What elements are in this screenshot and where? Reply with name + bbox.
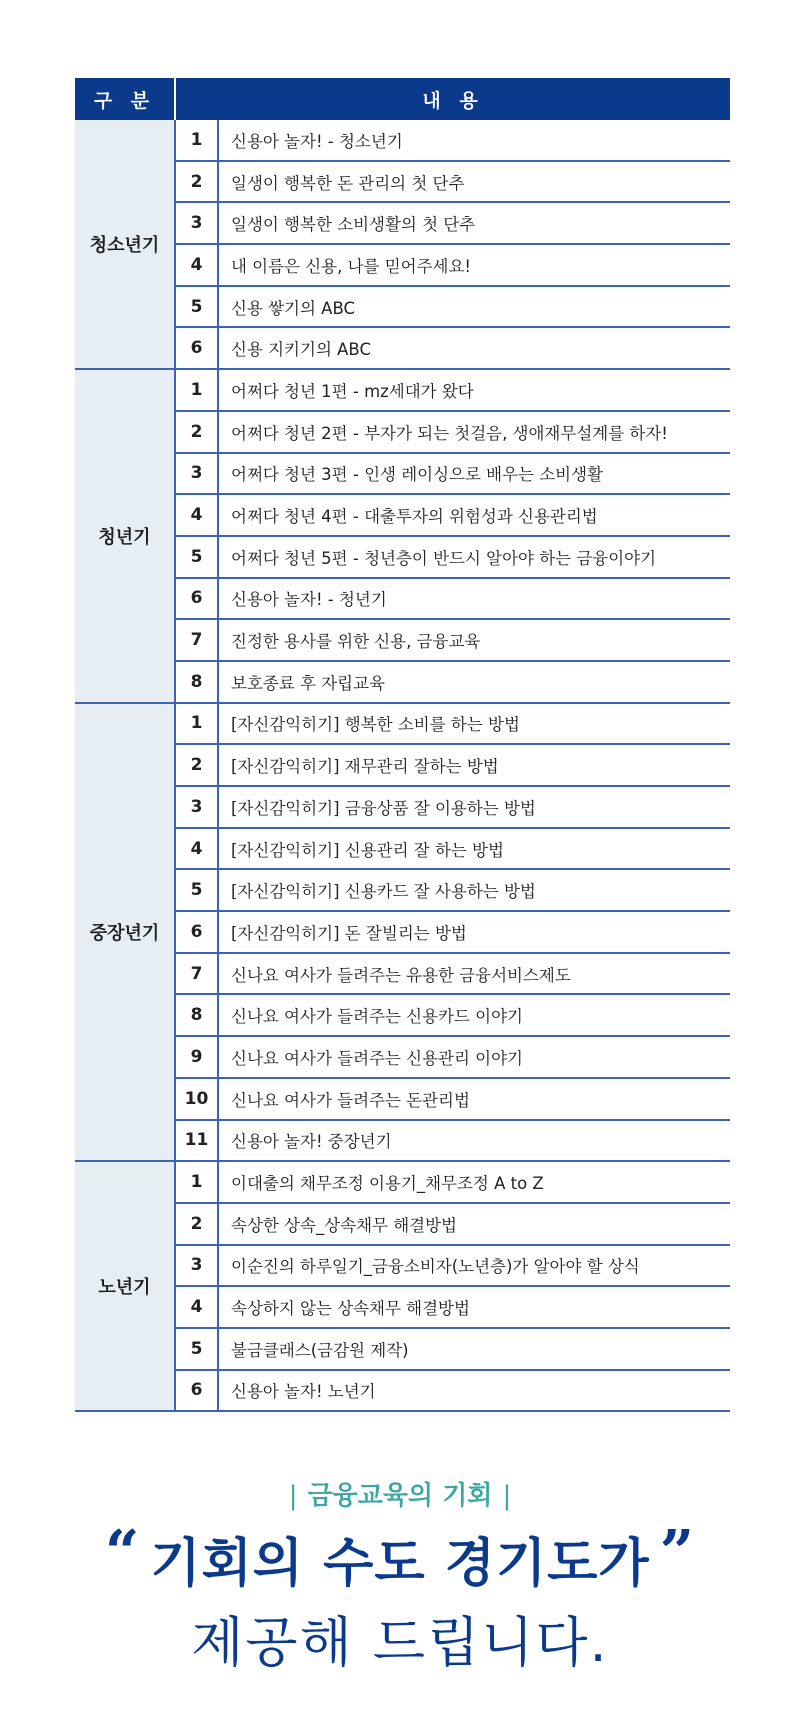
item-number: 3 xyxy=(175,202,218,244)
table-header-row xyxy=(75,78,730,120)
item-title: 신나요 여사가 들려주는 신용관리 이야기 xyxy=(218,1036,730,1078)
item-number: 2 xyxy=(175,161,218,203)
item-title: 속상하지 않는 상속채무 해결방법 xyxy=(218,1286,730,1328)
open-quote: “ xyxy=(104,1518,141,1588)
item-number: 1 xyxy=(175,703,218,745)
footer-subtitle xyxy=(0,1475,800,1512)
item-title: 속상한 상속_상속채무 해결방법 xyxy=(218,1203,730,1245)
education-table xyxy=(75,78,730,1412)
item-number: 9 xyxy=(175,1036,218,1078)
item-title: 어쩌다 청년 2편 - 부자가 되는 첫걸음, 생애재무설계를 하자! xyxy=(218,411,730,453)
item-title: 신용아 놀자! 중장년기 xyxy=(218,1120,730,1162)
item-number: 5 xyxy=(175,536,218,578)
headline-line-1 xyxy=(0,1518,800,1596)
item-title: 보호종료 후 자립교육 xyxy=(218,661,730,703)
item-title: 신용아 놀자! 노년기 xyxy=(218,1370,730,1412)
item-title: 불금클래스(금감원 제작) xyxy=(218,1328,730,1370)
item-number: 7 xyxy=(175,619,218,661)
item-title: 신용 쌓기의 ABC xyxy=(218,286,730,328)
close-quote: ” xyxy=(659,1518,696,1588)
item-number: 4 xyxy=(175,494,218,536)
item-number: 11 xyxy=(175,1120,218,1162)
item-title: [자신감익히기] 돈 잘빌리는 방법 xyxy=(218,911,730,953)
item-title: 진정한 용사를 위한 신용, 금융교육 xyxy=(218,619,730,661)
item-number: 8 xyxy=(175,994,218,1036)
headline-text-1: 기회의 수도 경기도가 xyxy=(150,1534,650,1594)
item-title: 신나요 여사가 들려주는 신용카드 이야기 xyxy=(218,994,730,1036)
item-number: 1 xyxy=(175,369,218,411)
item-title: 어쩌다 청년 4편 - 대출투자의 위험성과 신용관리법 xyxy=(218,494,730,536)
content-header: 내 용 xyxy=(175,78,730,120)
item-number: 3 xyxy=(175,786,218,828)
item-number: 2 xyxy=(175,411,218,453)
item-number: 6 xyxy=(175,911,218,953)
item-title: 일생이 행복한 소비생활의 첫 단추 xyxy=(218,202,730,244)
item-number: 8 xyxy=(175,661,218,703)
item-number: 10 xyxy=(175,1078,218,1120)
item-number: 2 xyxy=(175,744,218,786)
table-row xyxy=(75,1161,730,1203)
table-row xyxy=(75,703,730,745)
item-number: 1 xyxy=(175,1161,218,1203)
item-title: 신용아 놀자! - 청소년기 xyxy=(218,120,730,161)
item-number: 6 xyxy=(175,578,218,620)
item-number: 6 xyxy=(175,327,218,369)
category-cell: 청소년기 xyxy=(75,120,175,369)
table-row xyxy=(75,369,730,411)
item-title: [자신감익히기] 금융상품 잘 이용하는 방법 xyxy=(218,786,730,828)
category-cell: 청년기 xyxy=(75,369,175,703)
item-number: 3 xyxy=(175,1245,218,1287)
item-title: 이대출의 채무조정 이용기_채무조정 A to Z xyxy=(218,1161,730,1203)
item-title: [자신감익히기] 재무관리 잘하는 방법 xyxy=(218,744,730,786)
item-number: 4 xyxy=(175,244,218,286)
item-number: 3 xyxy=(175,453,218,495)
item-title: 일생이 행복한 돈 관리의 첫 단추 xyxy=(218,161,730,203)
table-body xyxy=(75,120,730,1411)
item-title: 신나요 여사가 들려주는 유용한 금융서비스제도 xyxy=(218,953,730,995)
item-title: 어쩌다 청년 5편 - 청년층이 반드시 알아야 하는 금융이야기 xyxy=(218,536,730,578)
category-cell: 중장년기 xyxy=(75,703,175,1162)
item-title: 내 이름은 신용, 나를 믿어주세요! xyxy=(218,244,730,286)
item-title: 신용 지키기의 ABC xyxy=(218,327,730,369)
item-title: 신용아 놀자! - 청년기 xyxy=(218,578,730,620)
item-number: 5 xyxy=(175,869,218,911)
item-title: 신나요 여사가 들려주는 돈관리법 xyxy=(218,1078,730,1120)
item-title: 이순진의 하루일기_금융소비자(노년층)가 알아야 할 상식 xyxy=(218,1245,730,1287)
item-title: 어쩌다 청년 1편 - mz세대가 왔다 xyxy=(218,369,730,411)
item-number: 5 xyxy=(175,286,218,328)
table-row xyxy=(75,120,730,161)
subtitle-bar-left: | xyxy=(288,1481,298,1511)
category-cell: 노년기 xyxy=(75,1161,175,1411)
item-number: 5 xyxy=(175,1328,218,1370)
item-number: 4 xyxy=(175,828,218,870)
item-number: 4 xyxy=(175,1286,218,1328)
headline-line-2: 제공해 드립니다. xyxy=(191,1611,609,1674)
item-number: 7 xyxy=(175,953,218,995)
item-title: 어쩌다 청년 3편 - 인생 레이싱으로 배우는 소비생활 xyxy=(218,453,730,495)
subtitle-bar-right: | xyxy=(502,1481,512,1511)
category-header: 구 분 xyxy=(75,78,175,120)
item-title: [자신감익히기] 신용관리 잘 하는 방법 xyxy=(218,828,730,870)
item-number: 6 xyxy=(175,1370,218,1412)
item-number: 1 xyxy=(175,120,218,161)
subtitle-text: 금융교육의 기회 xyxy=(307,1481,493,1511)
item-number: 2 xyxy=(175,1203,218,1245)
item-title: [자신감익히기] 신용카드 잘 사용하는 방법 xyxy=(218,869,730,911)
item-title: [자신감익히기] 행복한 소비를 하는 방법 xyxy=(218,703,730,745)
